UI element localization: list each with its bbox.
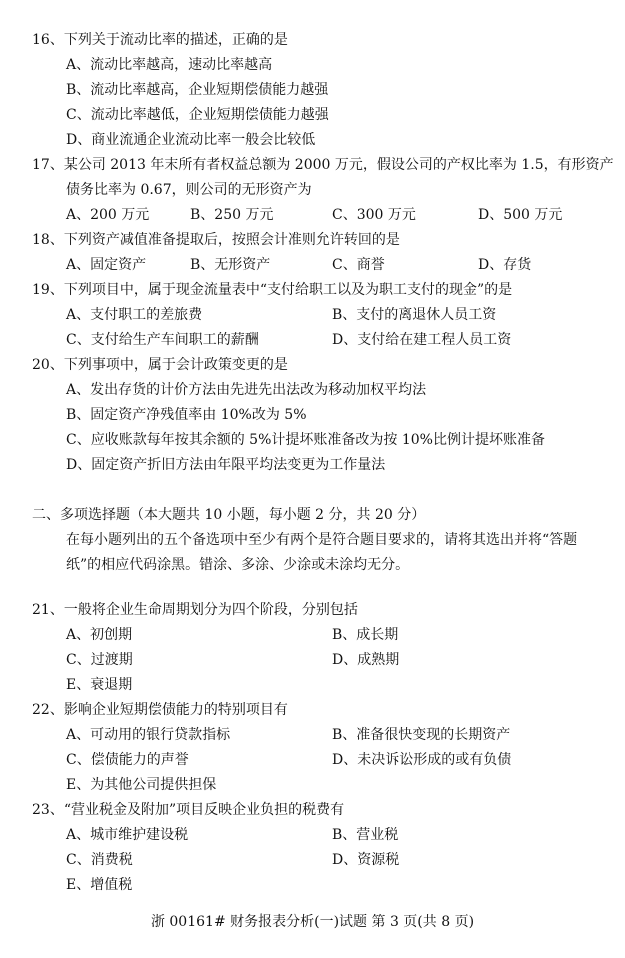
question-number: 20、 (32, 357, 64, 373)
question-text: 一般将企业生命周期划分为四个阶段，分别包括 (63, 602, 358, 618)
option-d: D、商业流通企业流动比率一般会比较低 (66, 132, 316, 148)
question-text: 下列资产减值准备提取后，按照会计准则允许转回的是 (63, 232, 400, 248)
option-c: C、流动比率越低，企业短期偿债能力越强 (66, 107, 329, 123)
option-e: E、增值税 (66, 877, 133, 893)
option-c: C、过渡期 (66, 652, 133, 668)
option-b: B、成长期 (332, 627, 399, 643)
option-a: A、可动用的银行贷款指标 (66, 727, 231, 743)
question-number: 19、 (32, 282, 64, 298)
question-number: 17、 (32, 157, 64, 173)
option-b: B、准备很快变现的长期资产 (332, 727, 511, 743)
option-a: A、支付职工的差旅费 (66, 307, 203, 323)
option-a: A、初创期 (66, 627, 133, 643)
option-c: C、偿债能力的声誉 (66, 752, 189, 768)
section-instructions-continued: 纸”的相应代码涂黑。错涂、多涂、少涂或未涂均无分。 (66, 557, 410, 573)
question-text-continued: 债务比率为 0.67，则公司的无形资产为 (66, 182, 312, 198)
question-number: 21、 (32, 602, 64, 618)
option-b: B、无形资产 (190, 257, 271, 273)
section-instructions: 在每小题列出的五个备选项中至少有两个是符合题目要求的，请将其选出并将“答题 (66, 532, 578, 548)
question-18 (32, 230, 400, 250)
question-23 (32, 800, 344, 820)
question-19 (32, 280, 512, 300)
option-e: E、衰退期 (66, 677, 133, 693)
page-footer: 浙 00161# 财务报表分析(一)试题 第 3 页(共 8 页) (150, 914, 475, 930)
option-b: B、支付的离退休人员工资 (332, 307, 497, 323)
option-d: D、未决诉讼形成的或有负债 (332, 752, 512, 768)
question-text: 下列关于流动比率的描述，正确的是 (63, 32, 288, 48)
option-c: C、商誉 (332, 257, 385, 273)
option-c: C、消费税 (66, 852, 133, 868)
option-d: D、资源税 (332, 852, 400, 868)
question-21 (32, 600, 358, 620)
question-17 (32, 155, 614, 175)
option-c: C、300 万元 (332, 207, 416, 223)
question-number: 22、 (32, 702, 64, 718)
option-b: B、250 万元 (190, 207, 274, 223)
option-b: B、流动比率越高，企业短期偿债能力越强 (66, 82, 329, 98)
question-text: “营业税金及附加”项目反映企业负担的税费有 (63, 802, 345, 818)
option-b: B、营业税 (332, 827, 399, 843)
question-text: 影响企业短期偿债能力的特别项目有 (63, 702, 288, 718)
option-d: D、存货 (478, 257, 532, 273)
question-20 (32, 355, 288, 375)
question-number: 23、 (32, 802, 64, 818)
question-16 (32, 30, 288, 50)
option-d: D、支付给在建工程人员工资 (332, 332, 512, 348)
option-d: D、成熟期 (332, 652, 400, 668)
section-title: 二、多项选择题（本大题共 10 小题，每小题 2 分，共 20 分） (32, 507, 426, 523)
option-a: A、发出存货的计价方法由先进先出法改为移动加权平均法 (66, 382, 427, 398)
question-number: 18、 (32, 232, 64, 248)
question-text: 某公司 2013 年末所有者权益总额为 2000 万元，假设公司的产权比率为 1.5，有形资产 (63, 157, 614, 173)
option-d: D、500 万元 (478, 207, 563, 223)
option-e: E、为其他公司提供担保 (66, 777, 217, 793)
option-b: B、固定资产净残值率由 10%改为 5% (66, 407, 307, 423)
option-c: C、应收账款每年按其余额的 5%计提坏账准备改为按 10%比例计提坏账准备 (66, 432, 545, 448)
option-a: A、流动比率越高，速动比率越高 (66, 57, 273, 73)
question-text: 下列项目中，属于现金流量表中“支付给职工以及为职工支付的现金”的是 (63, 282, 513, 298)
question-number: 16、 (32, 32, 64, 48)
question-22 (32, 700, 288, 720)
option-c: C、支付给生产车间职工的薪酬 (66, 332, 259, 348)
option-d: D、固定资产折旧方法由年限平均法变更为工作量法 (66, 457, 386, 473)
option-a: A、200 万元 (66, 207, 150, 223)
option-a: A、城市维护建设税 (66, 827, 189, 843)
question-text: 下列事项中，属于会计政策变更的是 (63, 357, 288, 373)
option-a: A、固定资产 (66, 257, 147, 273)
